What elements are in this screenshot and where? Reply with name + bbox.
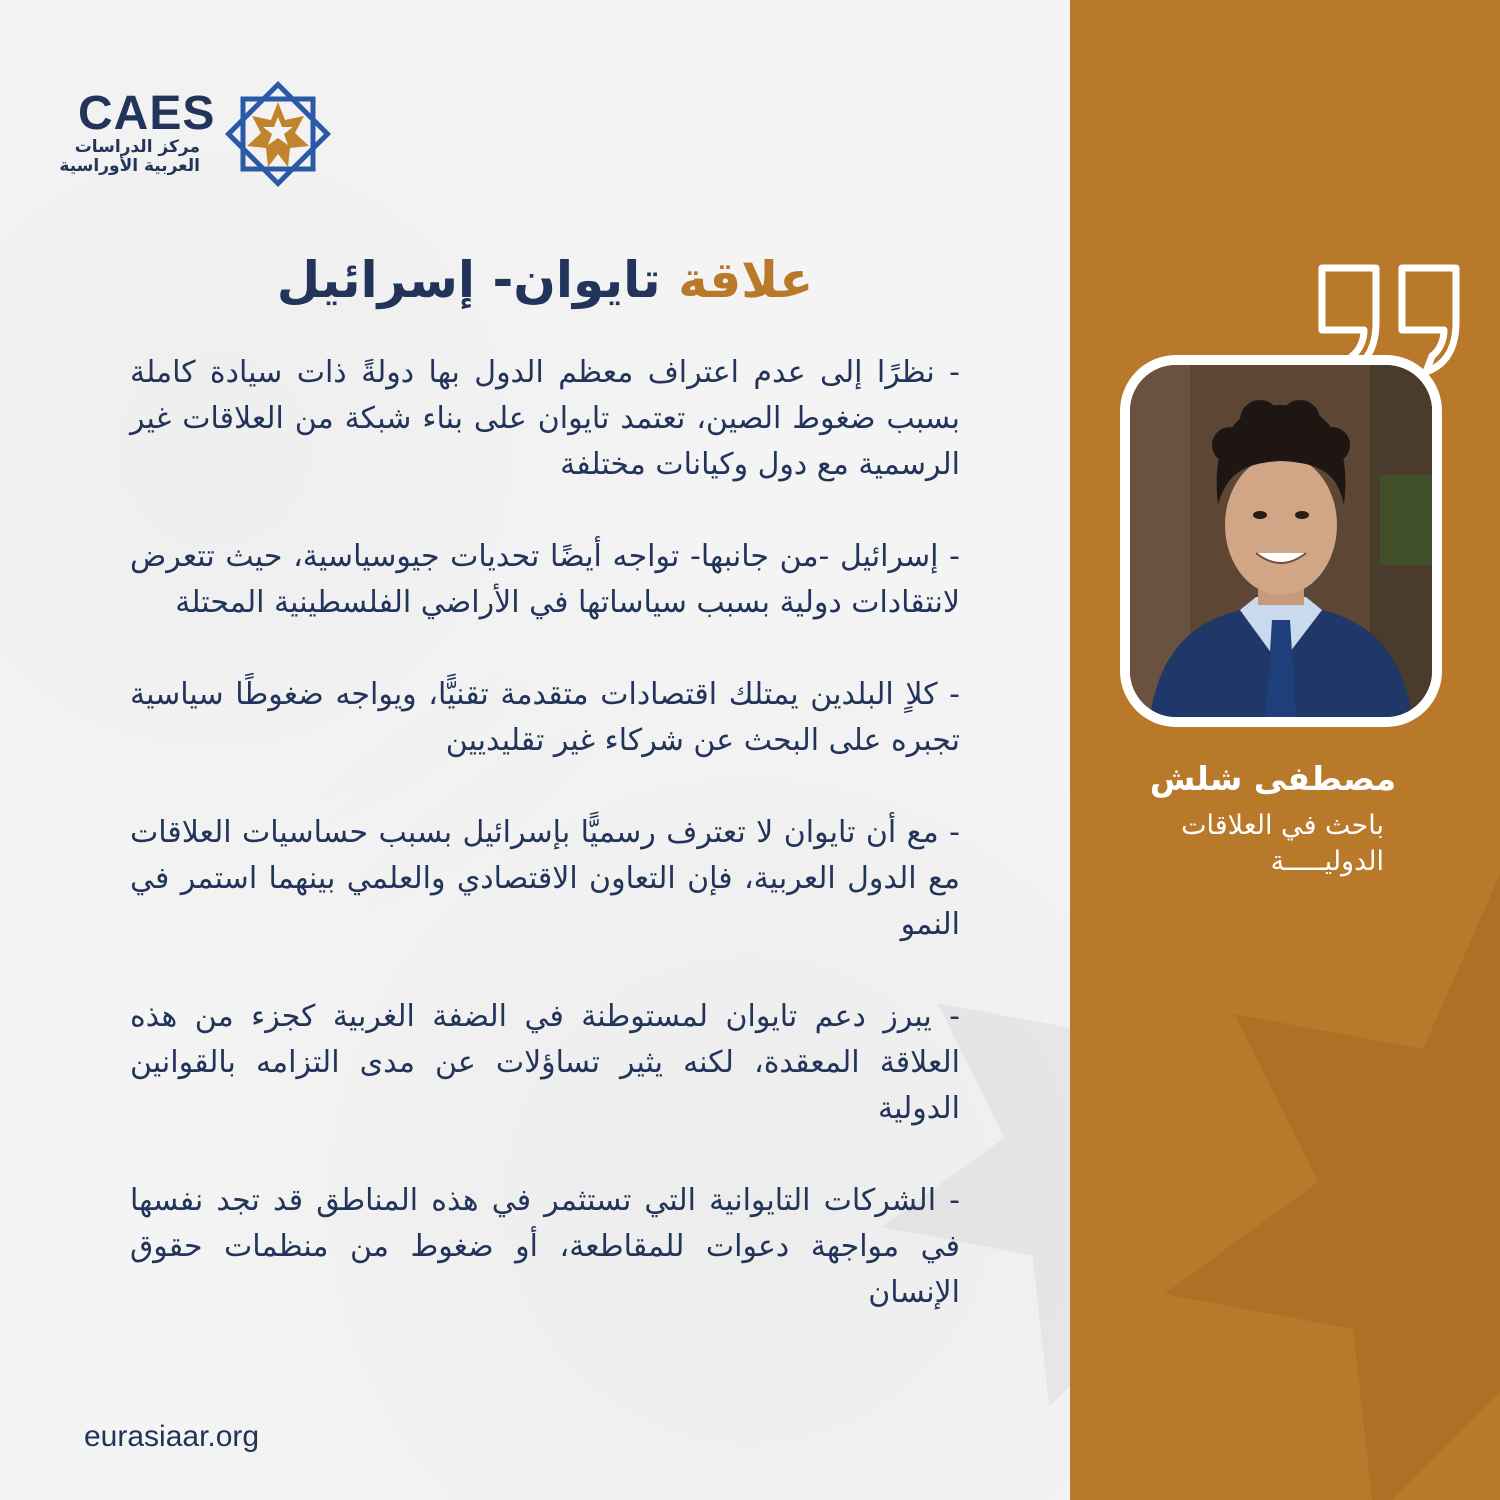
logo-text: [59, 87, 216, 176]
paragraph: - الشركات التايوانية التي تستثمر في هذه المناطق قد تجد نفسها في مواجهة دعوات للمقاطعة، أو ضغوط من منظمات حقوق الإنسان: [130, 1183, 960, 1310]
author-side-panel: [1070, 0, 1500, 1500]
eight-point-star-icon: [216, 72, 340, 196]
title-main-text: تايوان- إسرائيل: [276, 251, 661, 309]
paragraph: - إسرائيل -من جانبها- تواجه أيضًا تحديات جيوسياسية، حيث تتعرض لانتقادات دولية بسبب سياساتها في الأراضي الفلسطينية المحتلة: [130, 539, 960, 620]
author-photo: [1130, 365, 1432, 717]
logo-name-line1: مركز الدراسات: [74, 137, 200, 157]
author-photo-frame: [1120, 355, 1442, 727]
title-accent-word: علاقة: [678, 251, 814, 309]
article-body: [130, 350, 960, 1362]
logo-name-line2: العربية الأوراسية: [59, 156, 200, 176]
author-role: [1100, 808, 1384, 880]
page-title: [130, 240, 960, 320]
author-role-line2: الدوليـــــة: [1270, 846, 1384, 877]
paragraph: - كلاٍ البلدين يمتلك اقتصادات متقدمة تقنيًّا، ويواجه ضغوطًا سياسية تجبره على البحث عن شركاء غير تقليديين: [130, 677, 960, 758]
caes-logo[interactable]: [59, 72, 340, 196]
author-name: مصطفى شلش: [1149, 759, 1396, 798]
paragraph: - نظرًا إلى عدم اعتراف معظم الدول بها دولةً ذات سيادة كاملة بسبب ضغوط الصين، تعتمد تايوان على بناء شبكة من العلاقات غير الرسمية مع دول وكيانات مختلفة: [130, 355, 960, 482]
website-link[interactable]: eurasiaar.org: [84, 1420, 260, 1453]
side-star-decoration: [1150, 860, 1500, 1500]
paragraph: - مع أن تايوان لا تعترف رسميًّا بإسرائيل بسبب حساسيات العلاقات مع الدول العربية، فإن التعاون الاقتصادي والعلمي بينهما استمر في النمو: [130, 815, 960, 942]
paragraph: - يبرز دعم تايوان لمستوطنة في الضفة الغربية كجزء من هذه العلاقة المعقدة، لكنه يثير تساؤلات عن مدى التزامه بالقوانين الدولية: [130, 999, 960, 1126]
author-role-line1: باحث في العلاقات: [1181, 810, 1384, 841]
logo-abbreviation: CAES: [78, 87, 216, 140]
